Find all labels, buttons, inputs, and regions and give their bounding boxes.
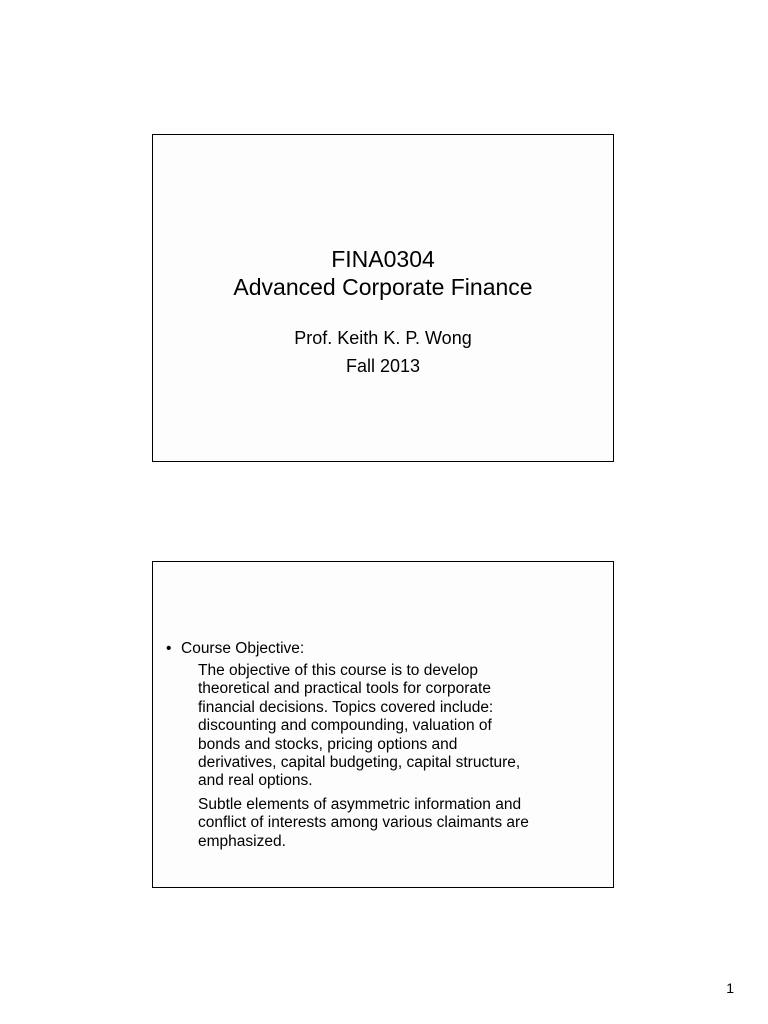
paragraph-line: bonds and stocks, pricing options and <box>198 735 458 753</box>
paragraph-line: derivatives, capital budgeting, capital structure, <box>198 754 521 772</box>
paragraph-line: and real options. <box>198 772 313 790</box>
term: Fall 2013 <box>345 356 421 376</box>
paragraph-line: conflict of interests among various claimants are <box>198 814 529 832</box>
objective-paragraph <box>198 662 598 791</box>
bullet-heading <box>166 639 304 658</box>
paragraph-line: discounting and compounding, valuation of <box>198 717 492 735</box>
paragraph-line: theoretical and practical tools for corporate <box>198 680 491 698</box>
paragraph-line: The objective of this course is to develop <box>198 662 479 679</box>
page-number: 1 <box>726 980 734 996</box>
course-title: Advanced Corporate Finance <box>233 274 533 300</box>
objective-slide <box>152 561 614 888</box>
slide-subtitle <box>153 324 613 380</box>
emphasis-paragraph <box>198 796 598 851</box>
course-code: FINA0304 <box>331 246 435 272</box>
slide-title <box>153 245 613 301</box>
section-heading: Course Objective: <box>181 640 305 657</box>
instructor-name: Prof. Keith K. P. Wong <box>294 328 472 348</box>
paragraph-line: Subtle elements of asymmetric information and <box>198 796 522 813</box>
paragraph-line: financial decisions. Topics covered include: <box>198 698 494 716</box>
title-slide <box>152 134 614 462</box>
paragraph-line: emphasized. <box>198 832 286 850</box>
bullet-icon: • <box>166 640 172 657</box>
